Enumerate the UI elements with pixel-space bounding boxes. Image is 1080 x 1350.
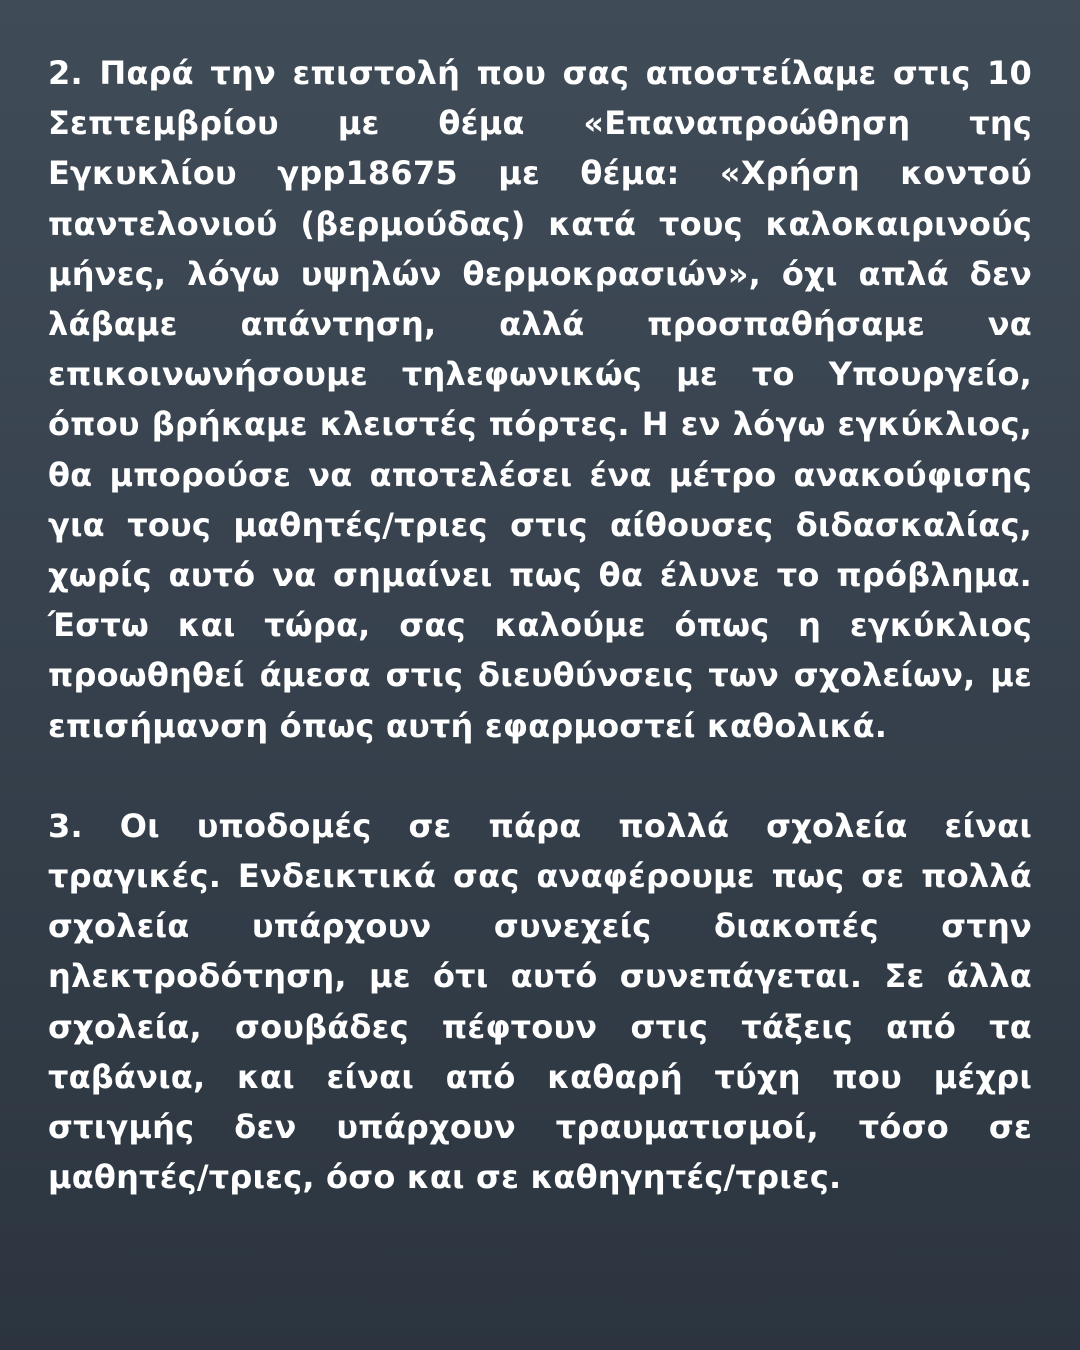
document-body	[48, 48, 1032, 1202]
paragraph-3: 3. Οι υποδομές σε πάρα πολλά σχολεία είναι τραγικές. Ενδεικτικά σας αναφέρουμε πως σε πολλά σχολεία υπάρχουν συνεχείς διακοπές στην ηλεκτροδότηση, με ότι αυτό συνεπάγεται. Σε άλλα σχολεία, σουβάδες πέφτουν στις τάξεις από τα ταβάνια, και είναι από καθαρή τύχη που μέχρι στιγμής δεν υπάρχουν τραυματισμοί, τόσο σε μαθητές/τριες, όσο και σε καθηγητές/τριες.	[48, 806, 1032, 1197]
paragraph-2: 2. Παρά την επιστολή που σας αποστείλαμε στις 10 Σεπτεμβρίου με θέμα «Επαναπροώθηση της Εγκυκλίου γpp18675 με θέμα: «Χρήση κοντού παντελονιού (βερμούδας) κατά τους καλοκαιρινούς μήνες, λόγω υψηλών θερμοκρασιών», όχι απλά δεν λάβαμε απάντηση, αλλά προσπαθήσαμε να επικοινωνήσουμε τηλεφωνικώς με το Υπουργείο, όπου βρήκαμε κλειστές πόρτες. Η εν λόγω εγκύκλιος, θα μπορούσε να αποτελέσει ένα μέτρο ανακούφισης για τους μαθητές/τριες στις αίθουσες διδασκαλίας, χωρίς αυτό να σημαίνει πως θα έλυνε το πρόβλημα. Έστω και τώρα, σας καλούμε όπως η εγκύκλιος προωθηθεί άμεσα στις διευθύνσεις των σχολείων, με επισήμανση όπως αυτή εφαρμοστεί καθολικά.	[48, 54, 1032, 745]
paragraph-spacer	[48, 751, 1032, 801]
